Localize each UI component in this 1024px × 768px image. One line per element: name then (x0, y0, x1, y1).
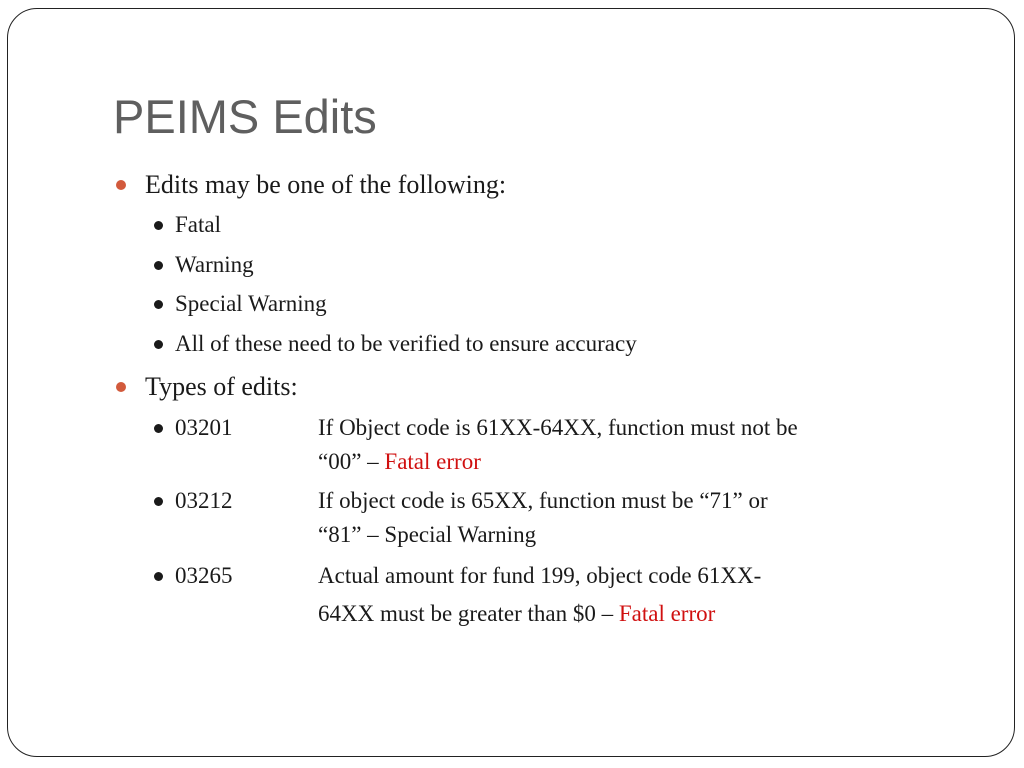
fatal-error-label: Fatal error (384, 449, 481, 474)
list-item-special-warning: Special Warning (175, 291, 327, 316)
edit-description-line1: Actual amount for fund 199, object code 61XX- (318, 563, 762, 588)
edit-code: 03265 (175, 563, 233, 588)
section-heading-edit-types: Types of edits: (145, 372, 298, 401)
edit-description-plain: 64XX must be greater than $0 – (318, 601, 619, 626)
list-item-fatal: Fatal (175, 212, 221, 237)
edit-description-line1: If Object code is 61XX-64XX, function must not be (318, 415, 798, 440)
section-heading-edit-kinds: Edits may be one of the following: (145, 170, 507, 199)
list-item-warning: Warning (175, 252, 254, 277)
edit-description-line2 (318, 445, 481, 479)
item-bullet-icon (154, 221, 163, 230)
edit-description-plain: “81” – Special Warning (318, 522, 537, 547)
item-bullet-icon (154, 261, 163, 270)
section-bullet-icon (116, 382, 126, 392)
item-bullet-icon (154, 497, 163, 506)
edit-description-line2 (318, 597, 715, 631)
list-item-verify-note: All of these need to be verified to ensure accuracy (175, 331, 637, 356)
edit-description-line2 (318, 518, 536, 552)
item-bullet-icon (154, 340, 163, 349)
slide-title: PEIMS Edits (113, 90, 377, 143)
edit-code: 03212 (175, 488, 233, 513)
edit-description-plain: “00” – (318, 449, 385, 474)
edit-code: 03201 (175, 415, 233, 440)
edit-description-line1: If object code is 65XX, function must be “71” or (318, 488, 768, 513)
item-bullet-icon (154, 572, 163, 581)
fatal-error-label: Fatal error (618, 601, 716, 626)
item-bullet-icon (154, 300, 163, 309)
item-bullet-icon (154, 424, 163, 433)
section-bullet-icon (116, 180, 126, 190)
